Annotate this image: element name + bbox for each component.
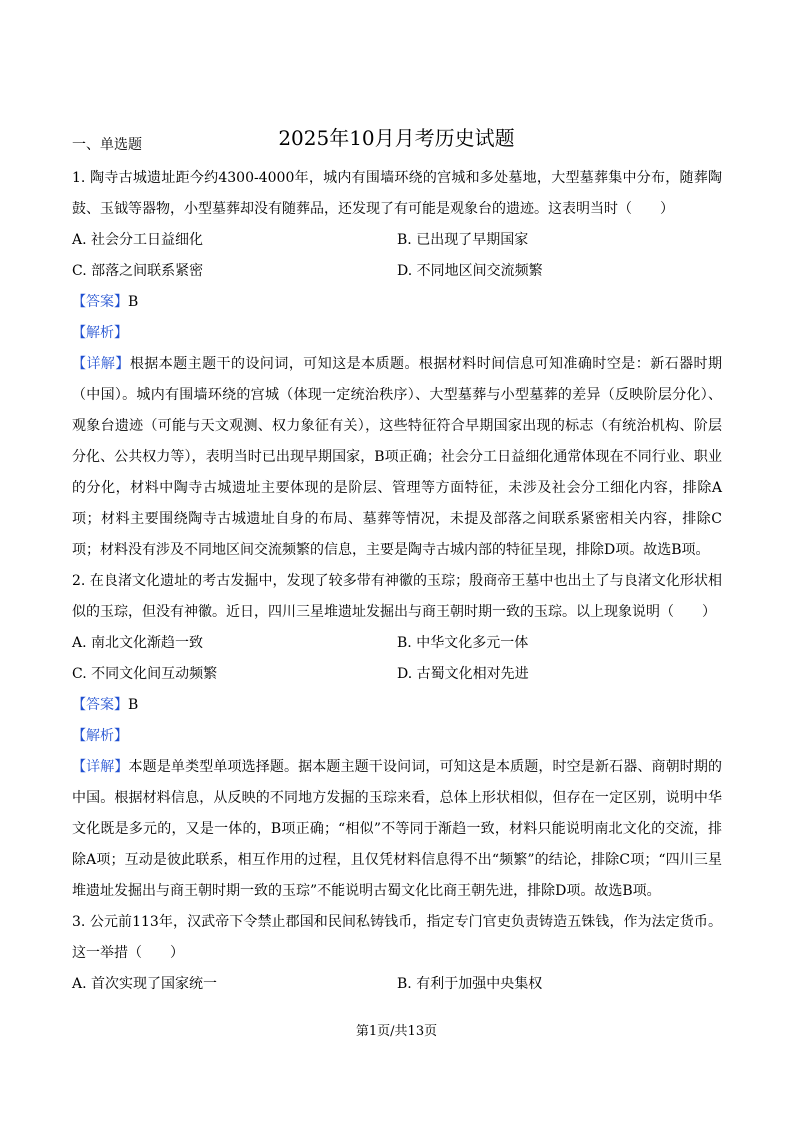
detail-text: 本题是单类型单项选择题。据本题主题干设问词，可知这是本质题，时空是新石器、商朝时期的中国。根据材料信息，从反映的不同地方发掘的玉琮来看，总体上形状相似，但存在一定区别，说明中华文化既是多元的，又是一体的，B项正确；“相似”不等同于渐趋一致，材料只能说明南北文化的交流，排除A项；互动是彼此联系，相互作用的过程，且仅凭材料信息得不出“频繁”的结论，排除C项；“四川三星堆遗址发掘出与商王朝时期一致的玉琮”不能说明古蜀文化比商王朝先进，排除D项。故选B项。 — [72, 759, 723, 899]
answer-value: B — [128, 697, 139, 713]
question-1-options-row-2 — [72, 256, 722, 287]
question-2-option-d: D. 古蜀文化相对先进 — [397, 666, 529, 682]
question-2-option-b: B. 中华文化多元一体 — [397, 635, 529, 651]
analysis-label: 【解析】 — [72, 728, 128, 744]
detail-label: 【详解】 — [72, 759, 129, 775]
page-footer: 第1页/共13页 — [355, 1024, 438, 1039]
page-title: 2025年10月月考历史试题 — [278, 126, 515, 150]
question-list — [72, 163, 722, 1000]
question-1-option-c: C. 部落之间联系紧密 — [72, 263, 204, 279]
question-2-options-row-1 — [72, 628, 722, 659]
question-3-option-b: B. 有利于加强中央集权 — [397, 976, 543, 992]
question-1-option-a: A. 社会分工日益细化 — [72, 232, 204, 248]
question-3-option-a: A. 首次实现了国家统一 — [72, 976, 218, 992]
detail-text: 根据本题主题干的设问词，可知这是本质题。根据材料时间信息可知准确时空是：新石器时期（中国）。城内有围墙环绕的宫城（体现一定统治秩序）、大型墓葬与小型墓葬的差异（反映阶层分化）、观象台遗迹（可能与天文观测、权力象征有关），这些特征符合早期国家出现的标志（有统治机构、阶层分化、公共权力等），表明当时已出现早期国家，B项正确；社会分工日益细化通常体现在不同行业、职业的分化，材料中陶寺古城遗址主要体现的是阶层、管理等方面特征，未涉及社会分工细化内容，排除A项；材料主要围绕陶寺古城遗址自身的布局、墓葬等情况，未提及部落之间联系紧密相关内容，排除C项；材料没有涉及不同地区间交流频繁的信息，主要是陶寺古城内部的特征呈现，排除D项。故选B项。 — [72, 356, 723, 558]
answer-label: 【答案】 — [72, 697, 128, 713]
question-3-stem: 3. 公元前113年，汉武帝下令禁止郡国和民间私铸钱币，指定专门官吏负责铸造五铢钱，作为法定货币。这一举措（ ） — [72, 914, 722, 961]
answer-label: 【答案】 — [72, 294, 128, 310]
analysis-label: 【解析】 — [72, 325, 128, 341]
question-3-options-row-1 — [72, 969, 722, 1000]
question-1-option-d: D. 不同地区间交流频繁 — [397, 263, 543, 279]
question-2-detail — [72, 752, 722, 907]
question-2-analysis — [72, 721, 722, 752]
question-1-stem: 1. 陶寺古城遗址距今约4300-4000年，城内有围墙环绕的宫城和多处墓地，大型墓葬集中分布，随葬陶鼓、玉钺等器物，小型墓葬却没有随葬品，还发现了有可能是观象台的遗迹。这表明当时（ ） — [72, 170, 722, 217]
question-1-analysis — [72, 318, 722, 349]
question-2-option-a: A. 南北文化渐趋一致 — [72, 635, 204, 651]
question-2-options-row-2 — [72, 659, 722, 690]
question-2-option-c: C. 不同文化间互动频繁 — [72, 666, 218, 682]
answer-value: B — [128, 294, 139, 310]
question-2-stem: 2. 在良渚文化遗址的考古发掘中，发现了较多带有神徽的玉琮；殷商帝王墓中也出土了与良渚文化形状相似的玉琮，但没有神徽。近日，四川三星堆遗址发掘出与商王朝时期一致的玉琮。以上现象说明（ ） — [72, 573, 722, 620]
question-1-option-b: B. 已出现了早期国家 — [397, 232, 529, 248]
question-1-answer — [72, 287, 722, 318]
section-heading: 一、单选题 — [72, 137, 142, 153]
detail-label: 【详解】 — [72, 356, 130, 372]
question-2-answer — [72, 690, 722, 721]
question-1-detail — [72, 349, 722, 566]
question-1-options-row-1 — [72, 225, 722, 256]
